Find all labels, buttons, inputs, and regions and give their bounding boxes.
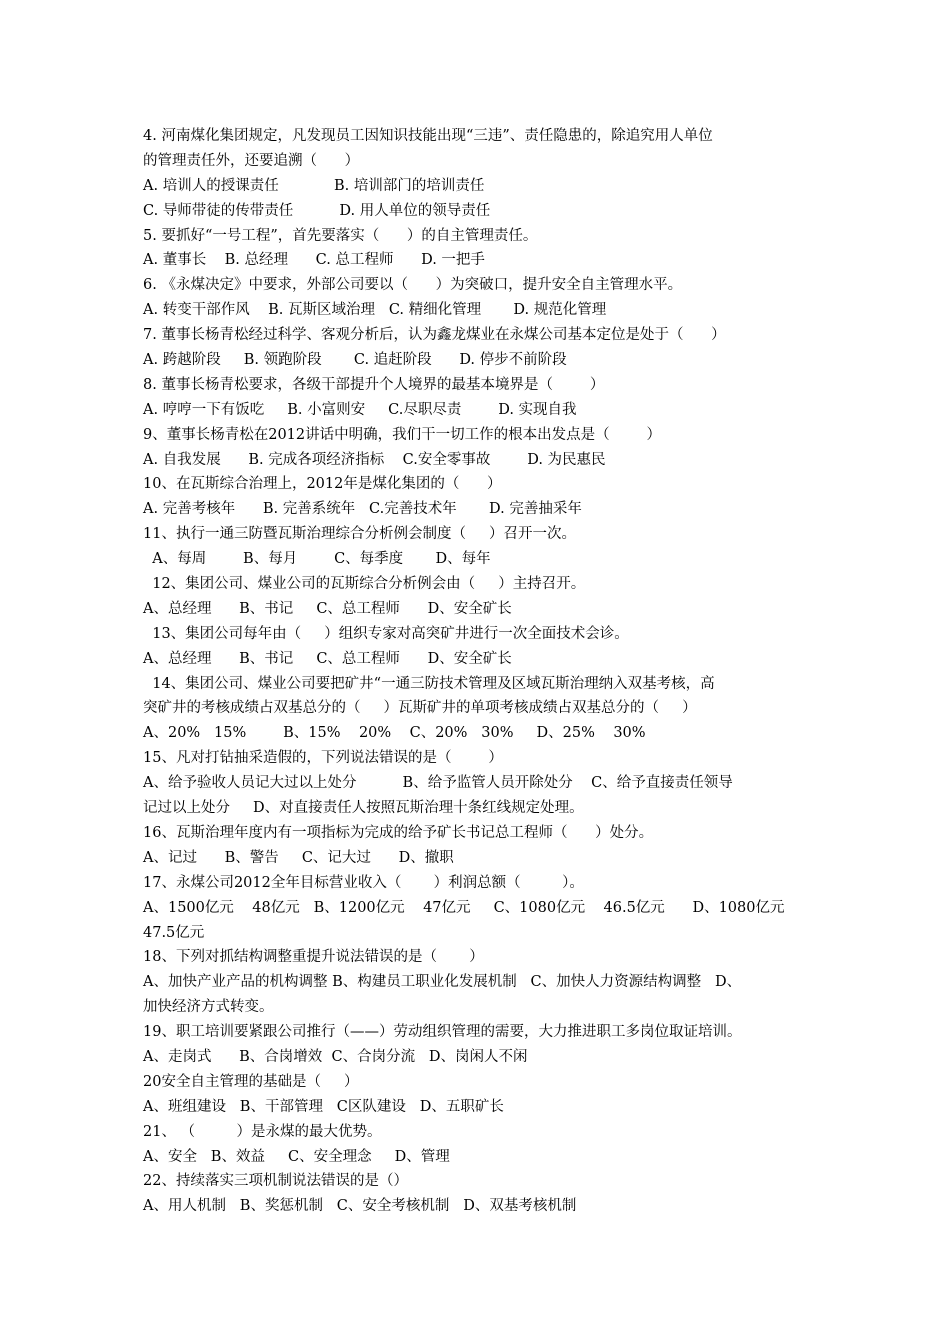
text-line: A、给予验收人员记大过以上处分 B、给予监管人员开除处分 C、给予直接责任领导 [143,775,733,792]
text-line: A. 培训人的授课责任 B. 培训部门的培训责任 [143,177,485,194]
text-line: 8. 董事长杨青松要求，各级干部提升个人境界的最基本境界是（ ） [143,376,605,393]
text-line: 11、执行一通三防暨瓦斯治理综合分析例会制度（ ）召开一次。 [143,526,576,543]
text-line: 19、职工培训要紧跟公司推行（——）劳动组织管理的需要，大力推进职工多岗位取证培训。 [143,1024,742,1041]
text-line: 4. 河南煤化集团规定，凡发现员工因知识技能出现“三违”、责任隐患的，除追究用人单位 [143,128,713,144]
text-line: 21、 （ ）是永煤的最大优势。 [143,1123,382,1140]
text-line: A、1500亿元 48亿元 B、1200亿元 47亿元 C、1080亿元 46.5亿元 D、1080亿元 [143,899,785,916]
text-line: 12、集团公司、煤业公司的瓦斯综合分析例会由（ ）主持召开。 [143,576,586,593]
text-line: A. 完善考核年 B. 完善系统年 C.完善技术年 D. 完善抽采年 [143,501,582,518]
text-line: A、20% 15% B、15% 20% C、20% 30% D、25% 30% [143,725,646,742]
text-line: A、记过 B、警告 C、记大过 D、撤职 [143,849,454,866]
text-line: A、每周 B、每月 C、每季度 D、每年 [143,551,491,568]
text-line: A、走岗式 B、合岗增效 C、合岗分流 D、岗闲人不闲 [143,1048,528,1065]
text-line: A. 自我发展 B. 完成各项经济指标 C.安全零事故 D. 为民惠民 [143,451,606,468]
text-line: A、总经理 B、书记 C、总工程师 D、安全矿长 [143,650,512,667]
text-line: 10、在瓦斯综合治理上，2012年是煤化集团的（ ） [143,476,502,493]
text-line: A、总经理 B、书记 C、总工程师 D、安全矿长 [143,600,512,617]
text-line: 7. 董事长杨青松经过科学、客观分析后，认为鑫龙煤业在永煤公司基本定位是处于（ ） [143,327,726,344]
text-line: 16、瓦斯治理年度内有一项指标为完成的给予矿长书记总工程师（ ）处分。 [143,824,654,841]
text-line: 17、永煤公司2012全年目标营业收入（ ）利润总额（ ）。 [143,874,584,891]
text-line: 突矿井的考核成绩占双基总分的（ ）瓦斯矿井的单项考核成绩占双基总分的（ ） [143,700,697,717]
text-line: A、班组建设 B、干部管理 C区队建设 D、五职矿长 [143,1098,504,1115]
text-line: C. 导师带徒的传带责任 D. 用人单位的领导责任 [143,202,491,219]
text-line: 14、集团公司、煤业公司要把矿井“一通三防技术管理及区域瓦斯治理纳入双基考核，高 [143,675,715,692]
text-line: 加快经济方式转变。 [143,999,274,1016]
text-line: 20安全自主管理的基础是（ ） [143,1073,359,1090]
text-line: A、加快产业产品的机构调整 B、构建员工职业化发展机制 C、加快人力资源结构调整 D、 [143,974,742,991]
text-line: A、用人机制 B、奖惩机制 C、安全考核机制 D、双基考核机制 [143,1198,577,1215]
text-line: A. 哼哼一下有饭吃 B. 小富则安 C.尽职尽责 D. 实现自我 [143,401,577,418]
text-line: A. 转变干部作风 B. 瓦斯区域治理 C. 精细化管理 D. 规范化管理 [143,302,607,319]
text-line: 22、持续落实三项机制说法错误的是（） [143,1173,408,1190]
text-line: 的管理责任外，还要追溯（ ） [143,152,360,169]
text-line: 9、董事长杨青松在2012讲话中明确，我们干一切工作的根本出发点是（ ） [143,426,661,443]
text-line: 18、下列对抓结构调整重提升说法错误的是（ ） [143,949,484,966]
document-body [143,124,809,1219]
text-line: 5. 要抓好“一号工程”，首先要落实（ ）的自主管理责任。 [143,227,538,244]
text-line: A. 跨越阶段 B. 领跑阶段 C. 追赶阶段 D. 停步不前阶段 [143,352,567,369]
text-line: 6. 《永煤决定》中要求，外部公司要以（ ）为突破口，提升安全自主管理水平。 [143,277,683,294]
text-line: 13、集团公司每年由（ ）组织专家对高突矿井进行一次全面技术会诊。 [143,625,629,642]
text-line: A、安全 B、效益 C、安全理念 D、管理 [143,1148,450,1165]
text-line: 记过以上处分 D、对直接责任人按照瓦斯治理十条红线规定处理。 [143,800,584,817]
text-line: 47.5亿元 [143,924,205,941]
text-line: A. 董事长 B. 总经理 C. 总工程师 D. 一把手 [143,252,485,269]
text-line: 15、凡对打钻抽采造假的，下列说法错误的是（ ） [143,750,503,767]
